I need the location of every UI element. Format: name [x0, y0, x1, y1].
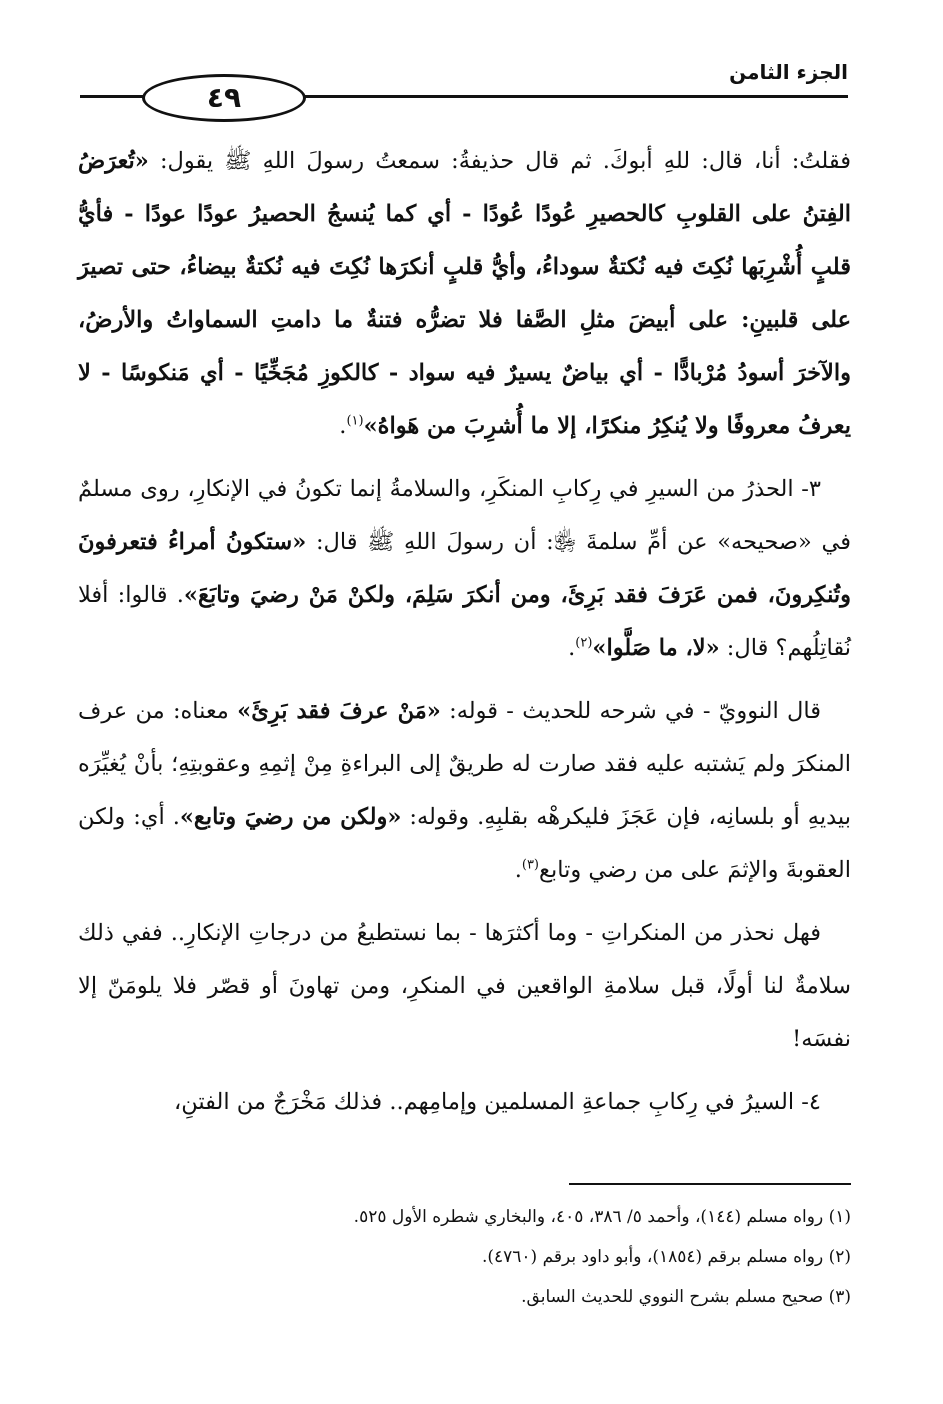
page-number-oval	[142, 74, 306, 122]
footnote-ref-2: (٢)	[575, 635, 593, 651]
footnote-2: (٢) رواه مسلم برقم (١٨٥٤)، وأبو داود برقم (٤٧٦٠).	[481, 1247, 851, 1267]
page-number: ٤٩	[206, 81, 242, 114]
paragraph-2	[78, 463, 851, 675]
paragraph-2-end: .	[568, 635, 576, 661]
hadith-quote-1: «تُعرَضُ الفِتنُ على القلوبِ كالحصيرِ عُودًا عُودًا - أي كما يُنسجُ الحصيرُ عودًا عودًا - فأيُّ قلبٍ أُشْرِبَها نُكِتَ فيه نُكتةٌ سوداءُ، وأيُّ قلبٍ أنكرَها نُكِتَ فيه نُكتةٌ بيضاءُ، حتى تصيرَ على قلبينِ: على أبيضَ مثلِ الصَّفا فلا تضرُّه فتنةٌ ما دامتِ السماواتُ والأرضُ، والآخرَ أسودُ مُرْبادًّا - أي بياضٌ يسيرٌ فيه سواد - كالكوزِ مُجَخِّيًا - أي مَنكوسًا - لا يعرفُ معروفًا ولا يُنكِرُ منكرًا، إلا ما أُشرِبَ من هَواهُ»	[78, 148, 851, 439]
quoted-phrase-1: «مَنْ عرفَ فقد بَرِئَ»	[237, 698, 441, 724]
paragraph-2-middle: . قالوا: أفلا نُقاتِلُهم؟ قال:	[78, 582, 851, 661]
paragraph-1-intro: فقلتُ: أنا، قال: للهِ أبوكَ. ثم قال حذيفةُ: سمعتُ رسولَ اللهِ ﷺ يقول:	[148, 148, 851, 174]
footnote-1: (١) رواه مسلم (١٤٤)، وأحمد ٥/ ٣٨٦، ٤٠٥، والبخاري شطره الأول ٥٢٥.	[353, 1207, 851, 1227]
paragraph-3-end: .	[514, 857, 522, 883]
paragraph-1	[78, 135, 851, 453]
body-text	[78, 135, 851, 1139]
footnote-ref-1: (١)	[346, 413, 364, 429]
quoted-phrase-2: «ولكن من رضيَ وتابع»	[179, 804, 402, 830]
hadith-quote-2: «ستكونُ أمراءُ فتعرفونَ وتُنكِرونَ، فمن عَرَفَ فقد بَرِئَ، ومن أنكرَ سَلِمَ، ولكنْ مَنْ رضيَ وتابَعَ»	[78, 529, 852, 608]
page-header	[80, 52, 848, 114]
paragraph-2-intro: ٣- الحذرُ من السيرِ في رِكابِ المنكَرِ، والسلامةُ إنما تكونُ في الإنكارِ، روى مسلمٌ في «صحيحه» عن أمِّ سلمةَ ﵂: أن رسولَ اللهِ ﷺ قال:	[78, 476, 851, 555]
footnote-ref-3: (٣)	[521, 857, 539, 873]
footnotes	[78, 1197, 851, 1317]
paragraph-3	[78, 685, 851, 897]
paragraph-1-end: .	[339, 413, 347, 439]
running-title: الجزء الثامن	[729, 60, 848, 84]
paragraph-5: ٤- السيرُ في رِكابِ جماعةِ المسلمين وإمامِهم.. فذلك مَخْرَجٌ من الفتنِ،	[173, 1089, 821, 1115]
hadith-quote-3: «لا، ما صَلَّوا»	[592, 635, 720, 661]
paragraph-3-intro: قال النوويّ - في شرحه للحديث - قوله:	[440, 698, 821, 724]
paragraph-3-conclusion: . أي: ولكن العقوبةَ والإثمَ على من رضي وتابع	[78, 804, 851, 883]
paragraph-4: فهل نحذر من المنكراتِ - وما أكثرَها - بما نستطيعُ من درجاتِ الإنكارِ.. ففي ذلك سلامةٌ لنا أولًا، قبل سلامةِ الواقعين في المنكرِ، ومن تهاونَ أو قصّر فلا يلومَنّ إلا نفسَه!	[78, 920, 851, 1052]
footnote-3: (٣) صحيح مسلم بشرح النووي للحديث السابق.	[521, 1287, 851, 1307]
paragraph-3-explanation: معناه: من عرف المنكرَ ولم يَشتبه عليه فقد صارت له طريقٌ إلى البراءةِ مِنْ إثمِهِ وعقوبتِهِ؛ بأنْ يُغيِّرَه بيديهِ أو بلسانِه، فإن عَجَزَ فليكرهْه بقلبِهِ. وقوله:	[78, 698, 851, 830]
footnote-separator	[569, 1183, 851, 1185]
